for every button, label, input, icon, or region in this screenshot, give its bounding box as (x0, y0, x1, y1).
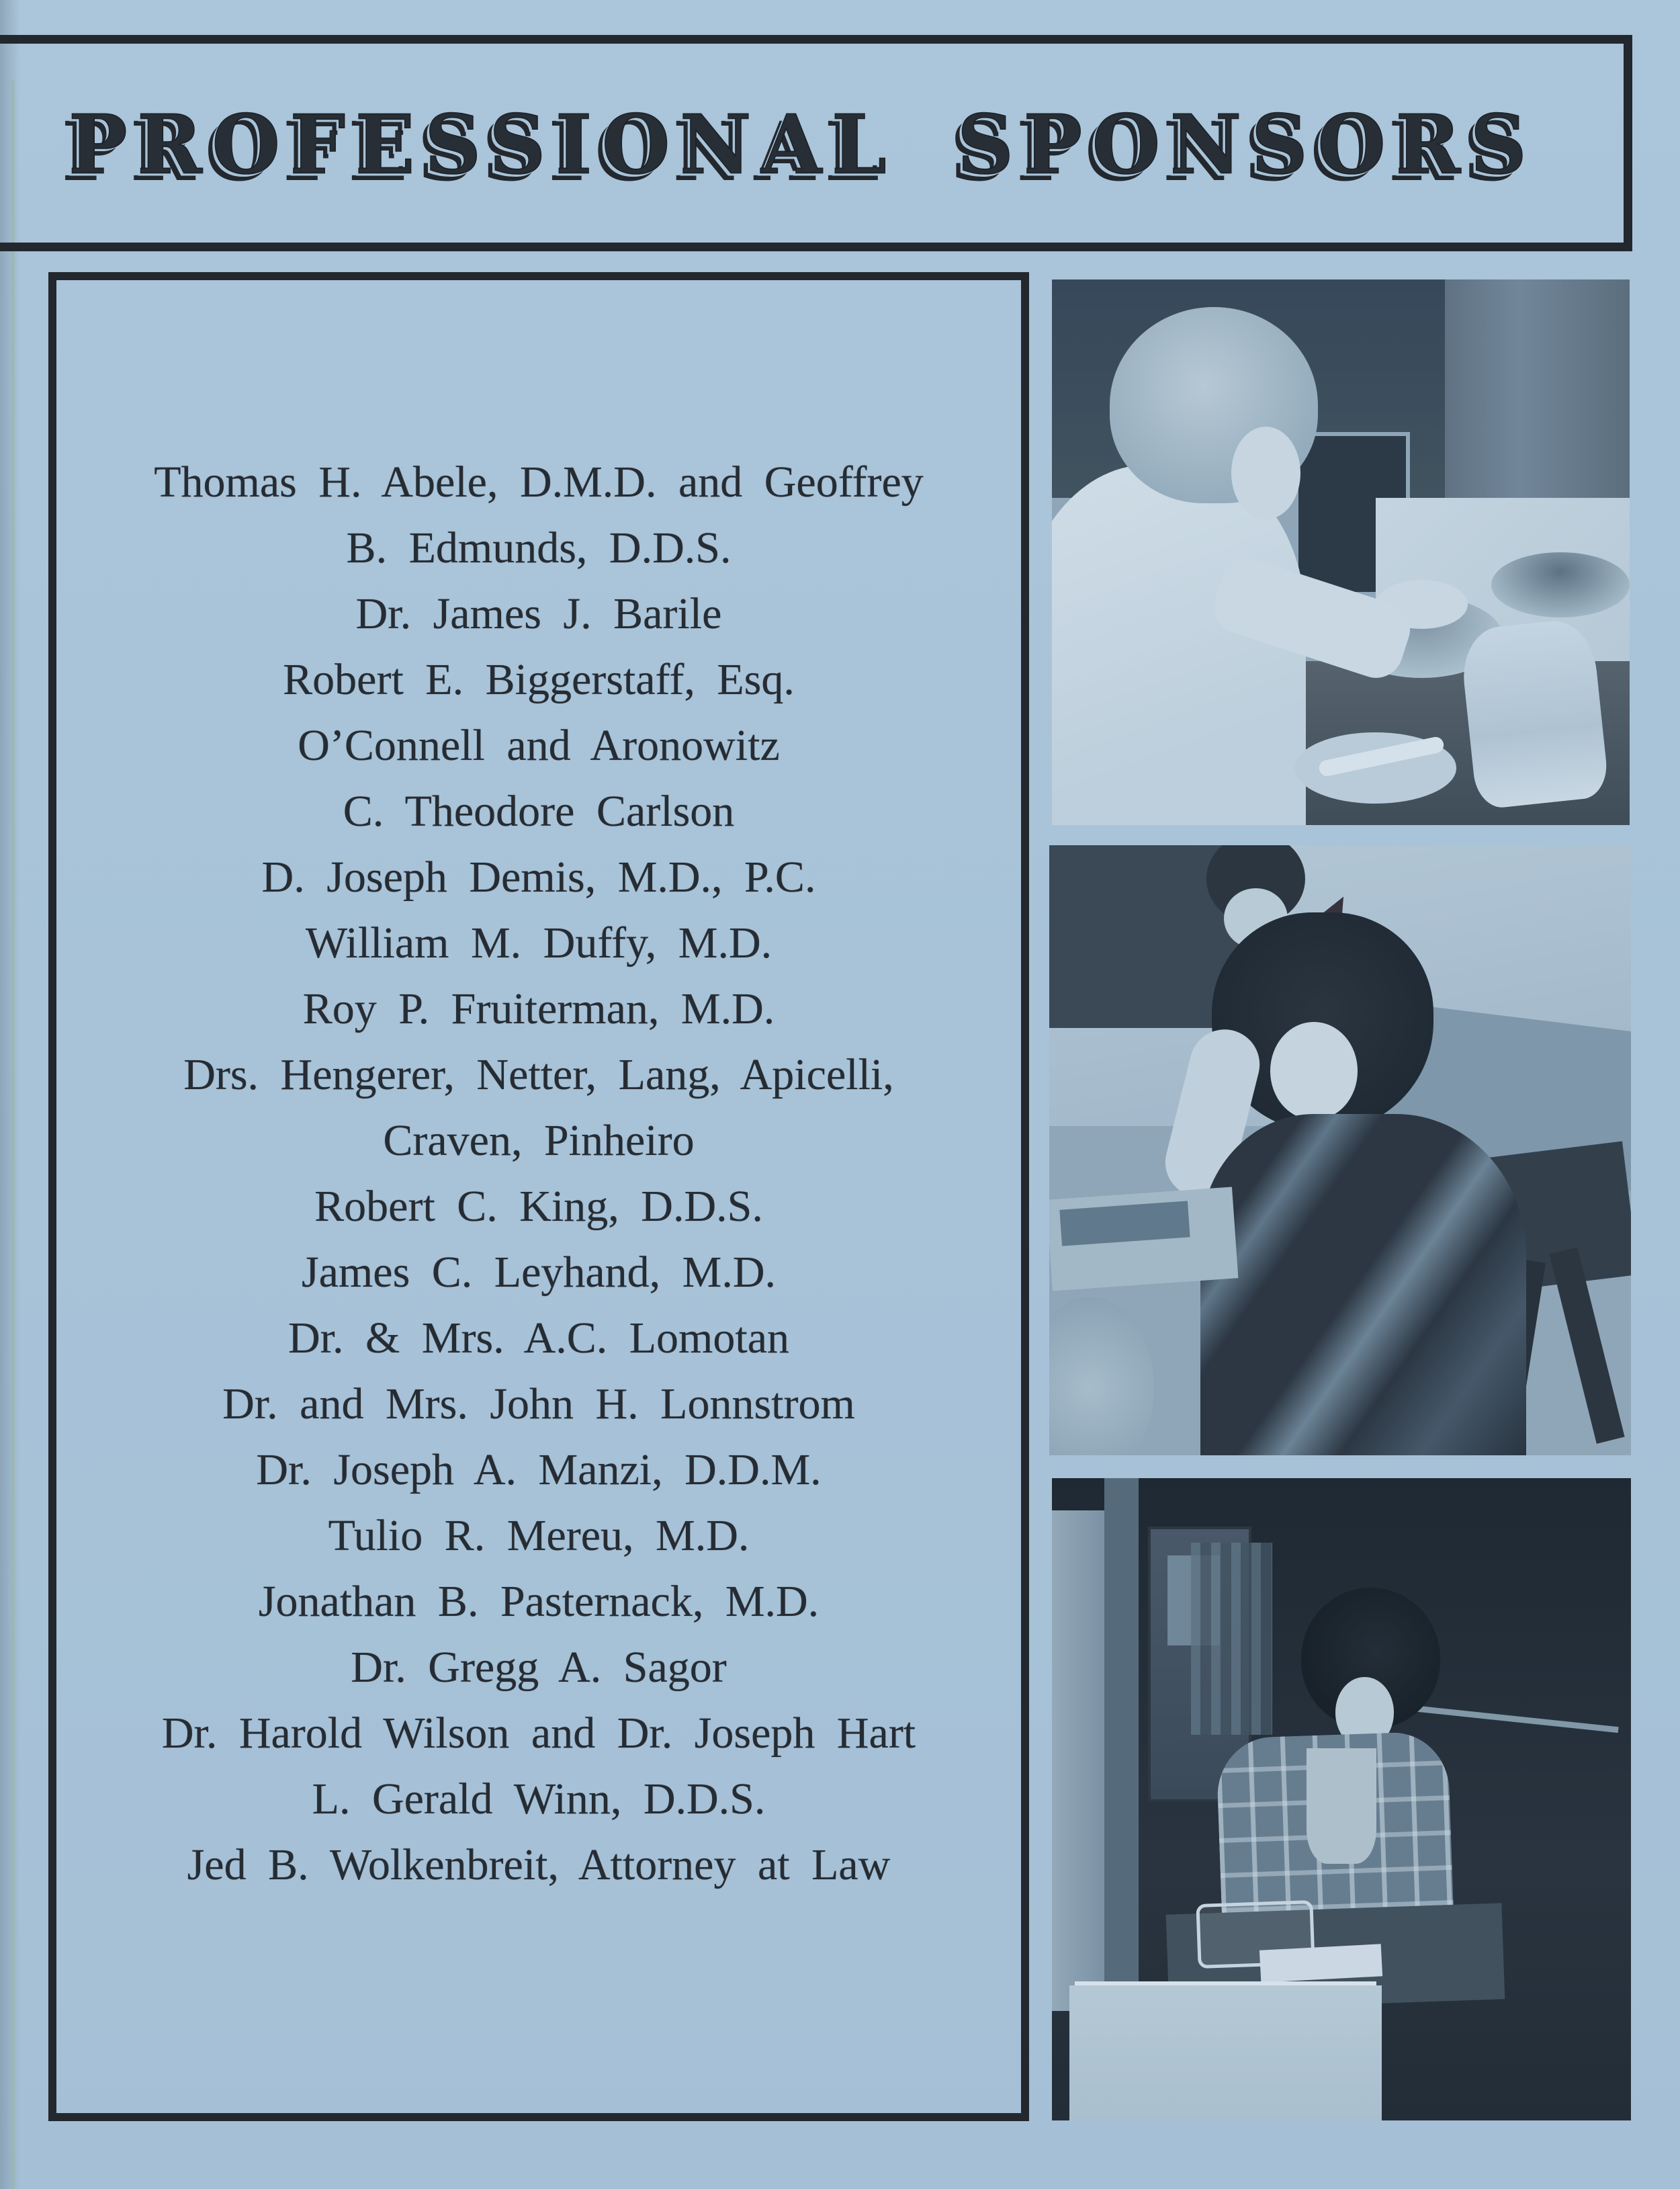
girl-face (1270, 1022, 1358, 1119)
paper-sheet (1259, 1944, 1382, 1982)
sponsor-line: Robert E. Biggerstaff, Esq. (283, 655, 795, 704)
scan-gutter-line (11, 81, 15, 2189)
kitchen-wood-cabinet (1445, 280, 1630, 509)
doorframe-shadow (1104, 1478, 1139, 2005)
sponsor-line: C. Theodore Carlson (343, 787, 735, 836)
sponsor-line: Craven, Pinheiro (383, 1116, 695, 1165)
sponsor-line: Dr. Gregg A. Sagor (351, 1643, 727, 1692)
sponsor-line: James C. Leyhand, M.D. (301, 1248, 777, 1297)
food-bowl-far (1491, 552, 1630, 617)
sponsor-line: Jed B. Wolkenbreit, Attorney at Law (187, 1840, 891, 1889)
sponsor-line: Dr. James J. Barile (355, 589, 722, 638)
sponsor-line: Roy P. Fruiterman, M.D. (302, 984, 775, 1033)
sponsor-line: O’Connell and Aronowitz (298, 721, 780, 770)
sponsor-line: Drs. Hengerer, Netter, Lang, Apicelli, (183, 1050, 894, 1099)
photo-kitchen-scene (1052, 280, 1630, 825)
sponsor-line: Jonathan B. Pasternack, M.D. (258, 1577, 820, 1626)
counter-front (1069, 1985, 1382, 2120)
photo-hallway-counter-scene (1052, 1478, 1631, 2120)
student-face (1231, 427, 1300, 519)
photo-classroom-scene (1049, 845, 1631, 1455)
sponsor-line: Dr. Harold Wilson and Dr. Joseph Hart (161, 1709, 916, 1758)
counter-edge-highlight (1075, 1981, 1376, 1985)
sponsor-line: Dr. and Mrs. John H. Lonnstrom (222, 1379, 855, 1428)
sponsor-list (56, 280, 1021, 1898)
sponsor-line: William M. Duffy, M.D. (305, 918, 772, 968)
sponsor-line: Thomas H. Abele, D.M.D. and Geoffrey (154, 458, 924, 507)
vending-machine (1191, 1543, 1272, 1735)
sponsor-line: L. Gerald Winn, D.D.S. (312, 1774, 766, 1823)
sponsor-line: Dr. Joseph A. Manzi, D.D.M. (256, 1445, 822, 1494)
bread-bag (1459, 617, 1610, 810)
sponsor-line: Robert C. King, D.D.S. (314, 1182, 763, 1231)
page-title: PROFESSIONAL SPONSORS (69, 97, 1537, 193)
foreground-blond-hair (1049, 1297, 1154, 1455)
sponsor-list-box (48, 272, 1029, 2121)
satin-jacket (1200, 1114, 1526, 1455)
sponsor-line: Dr. & Mrs. A.C. Lomotan (288, 1314, 789, 1363)
sponsor-line: B. Edmunds, D.D.S. (346, 523, 732, 572)
sponsor-line: D. Joseph Demis, M.D., P.C. (261, 853, 816, 902)
title-frame (0, 35, 1632, 251)
tee-shirt (1307, 1748, 1376, 1864)
sponsor-line: Tulio R. Mereu, M.D. (328, 1511, 750, 1560)
doorframe-light (1052, 1510, 1104, 2012)
